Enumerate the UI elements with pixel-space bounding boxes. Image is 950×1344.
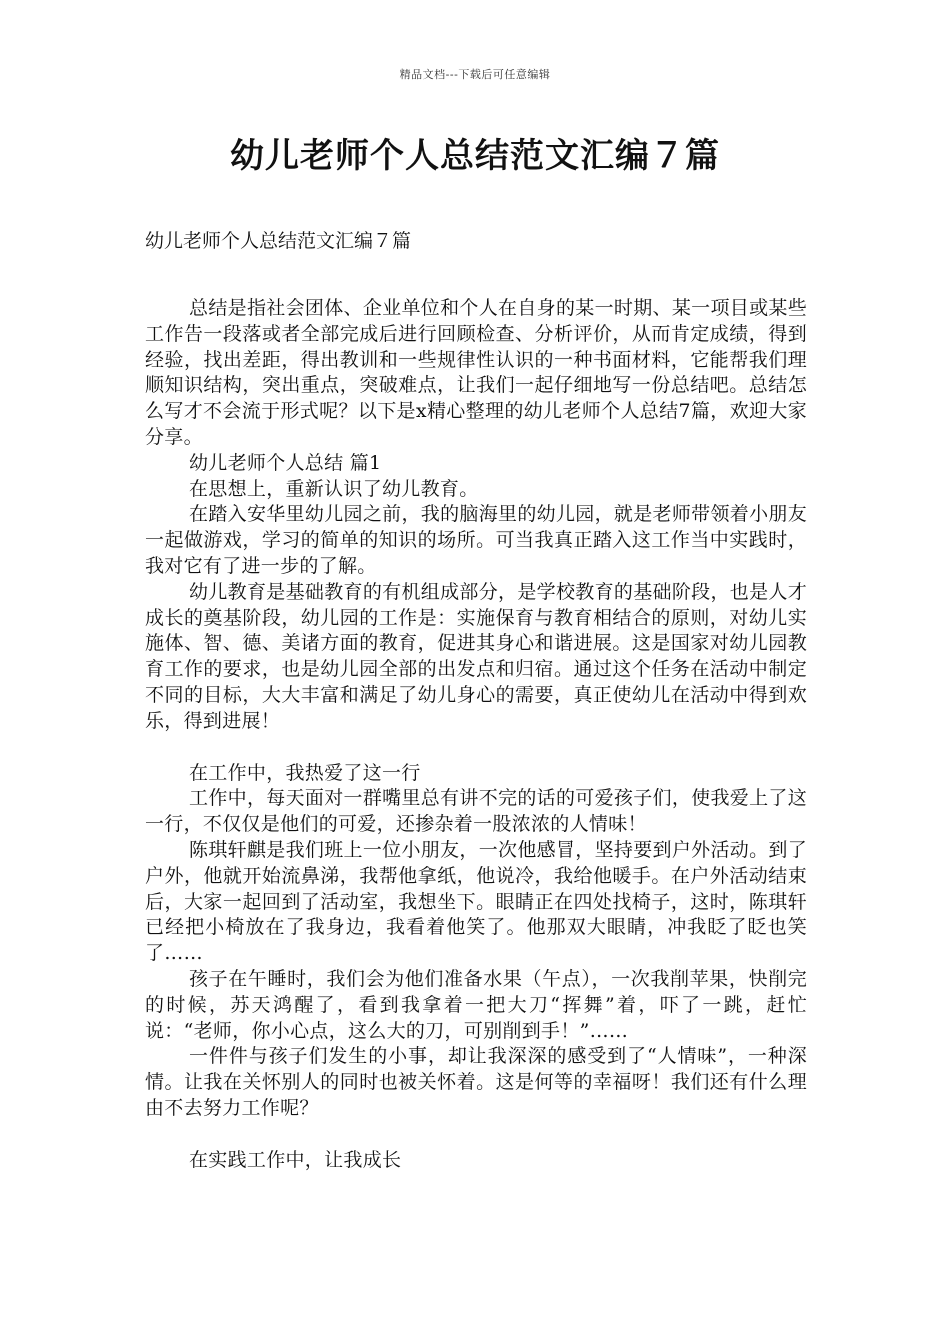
intro-paragraph: 总结是指社会团体、企业单位和个人在自身的某一时期、某一项目或某些工作告一段落或者全部完成后进行回顾检查、分析评价，从而肯定成绩，得到经验，找出差距，得出教训和一些规律性认识的一种书面材料，它能帮我们理顺知识结构，突出重点，突破难点，让我们一起仔细地写一份总结吧。总结怎么写才不会流于形式呢？以下是x精心整理的幼儿老师个人总结7篇，欢迎大家分享。 bbox=[145, 297, 807, 448]
sub-heading: 在实践工作中，让我成长 bbox=[189, 1148, 402, 1171]
document-body bbox=[145, 296, 807, 1174]
paragraph: 工作中，每天面对一群嘴里总有讲不完的话的可爱孩子们，使我爱上了这一行，不仅仅是他们的可爱，还掺杂着一股浓浓的人情味！ bbox=[145, 787, 807, 836]
paragraph: 幼儿教育是基础教育的有机组成部分，是学校教育的基础阶段，也是人才成长的奠基阶段，幼儿园的工作是：实施保育与教育相结合的原则，对幼儿实施体、智、德、美诸方面的教育，促进其身心和谐进展。这是国家对幼儿园教育工作的要求，也是幼儿园全部的出发点和归宿。通过这个任务在活动中制定不同的目标，大大丰富和满足了幼儿身心的需要，真正使幼儿在活动中得到欢乐，得到进展！ bbox=[145, 580, 807, 732]
paragraph-gap bbox=[145, 735, 807, 761]
paragraph-gap bbox=[145, 1122, 807, 1148]
paragraph: 孩子在午睡时，我们会为他们准备水果（午点），一次我削苹果，快削完的时候，苏天鸿醒了，看到我拿着一把大刀“挥舞”着，吓了一跳，赶忙说：“老师，你小心点，这么大的刀，可别削到手！”…… bbox=[145, 967, 807, 1042]
paragraph: 在踏入安华里幼儿园之前，我的脑海里的幼儿园，就是老师带领着小朋友一起做游戏，学习的简单的知识的场所。可当我真正踏入这工作当中实践时，我对它有了进一步的了解。 bbox=[145, 503, 807, 577]
document-title: 幼儿老师个人总结范文汇编７篇 bbox=[230, 136, 720, 176]
paragraph: 陈琪轩麒是我们班上一位小朋友，一次他感冒，坚持要到户外活动。到了户外，他就开始流鼻涕，我帮他拿纸，他说冷，我给他暖手。在户外活动结束后，大家一起回到了活动室，我想坐下。眼睛正在四处找椅子，这时，陈琪轩已经把小椅放在了我身边，我看着他笑了。他那双大眼睛，冲我眨了眨也笑了…… bbox=[145, 838, 807, 965]
sub-heading: 在思想上，重新认识了幼儿教育。 bbox=[189, 477, 479, 500]
paragraph: 一件件与孩子们发生的小事，却让我深深的感受到了“人情味”，一种深情。让我在关怀别人的同时也被关怀着。这是何等的幸福呀！我们还有什么理由不去努力工作呢？ bbox=[145, 1045, 807, 1119]
header-note: 精品文档---下载后可任意编辑 bbox=[399, 68, 551, 81]
document-subtitle: 幼儿老师个人总结范文汇编７篇 bbox=[145, 230, 412, 252]
section-heading: 幼儿老师个人总结 篇1 bbox=[189, 451, 382, 474]
sub-heading: 在工作中，我热爱了这一行 bbox=[189, 761, 421, 784]
